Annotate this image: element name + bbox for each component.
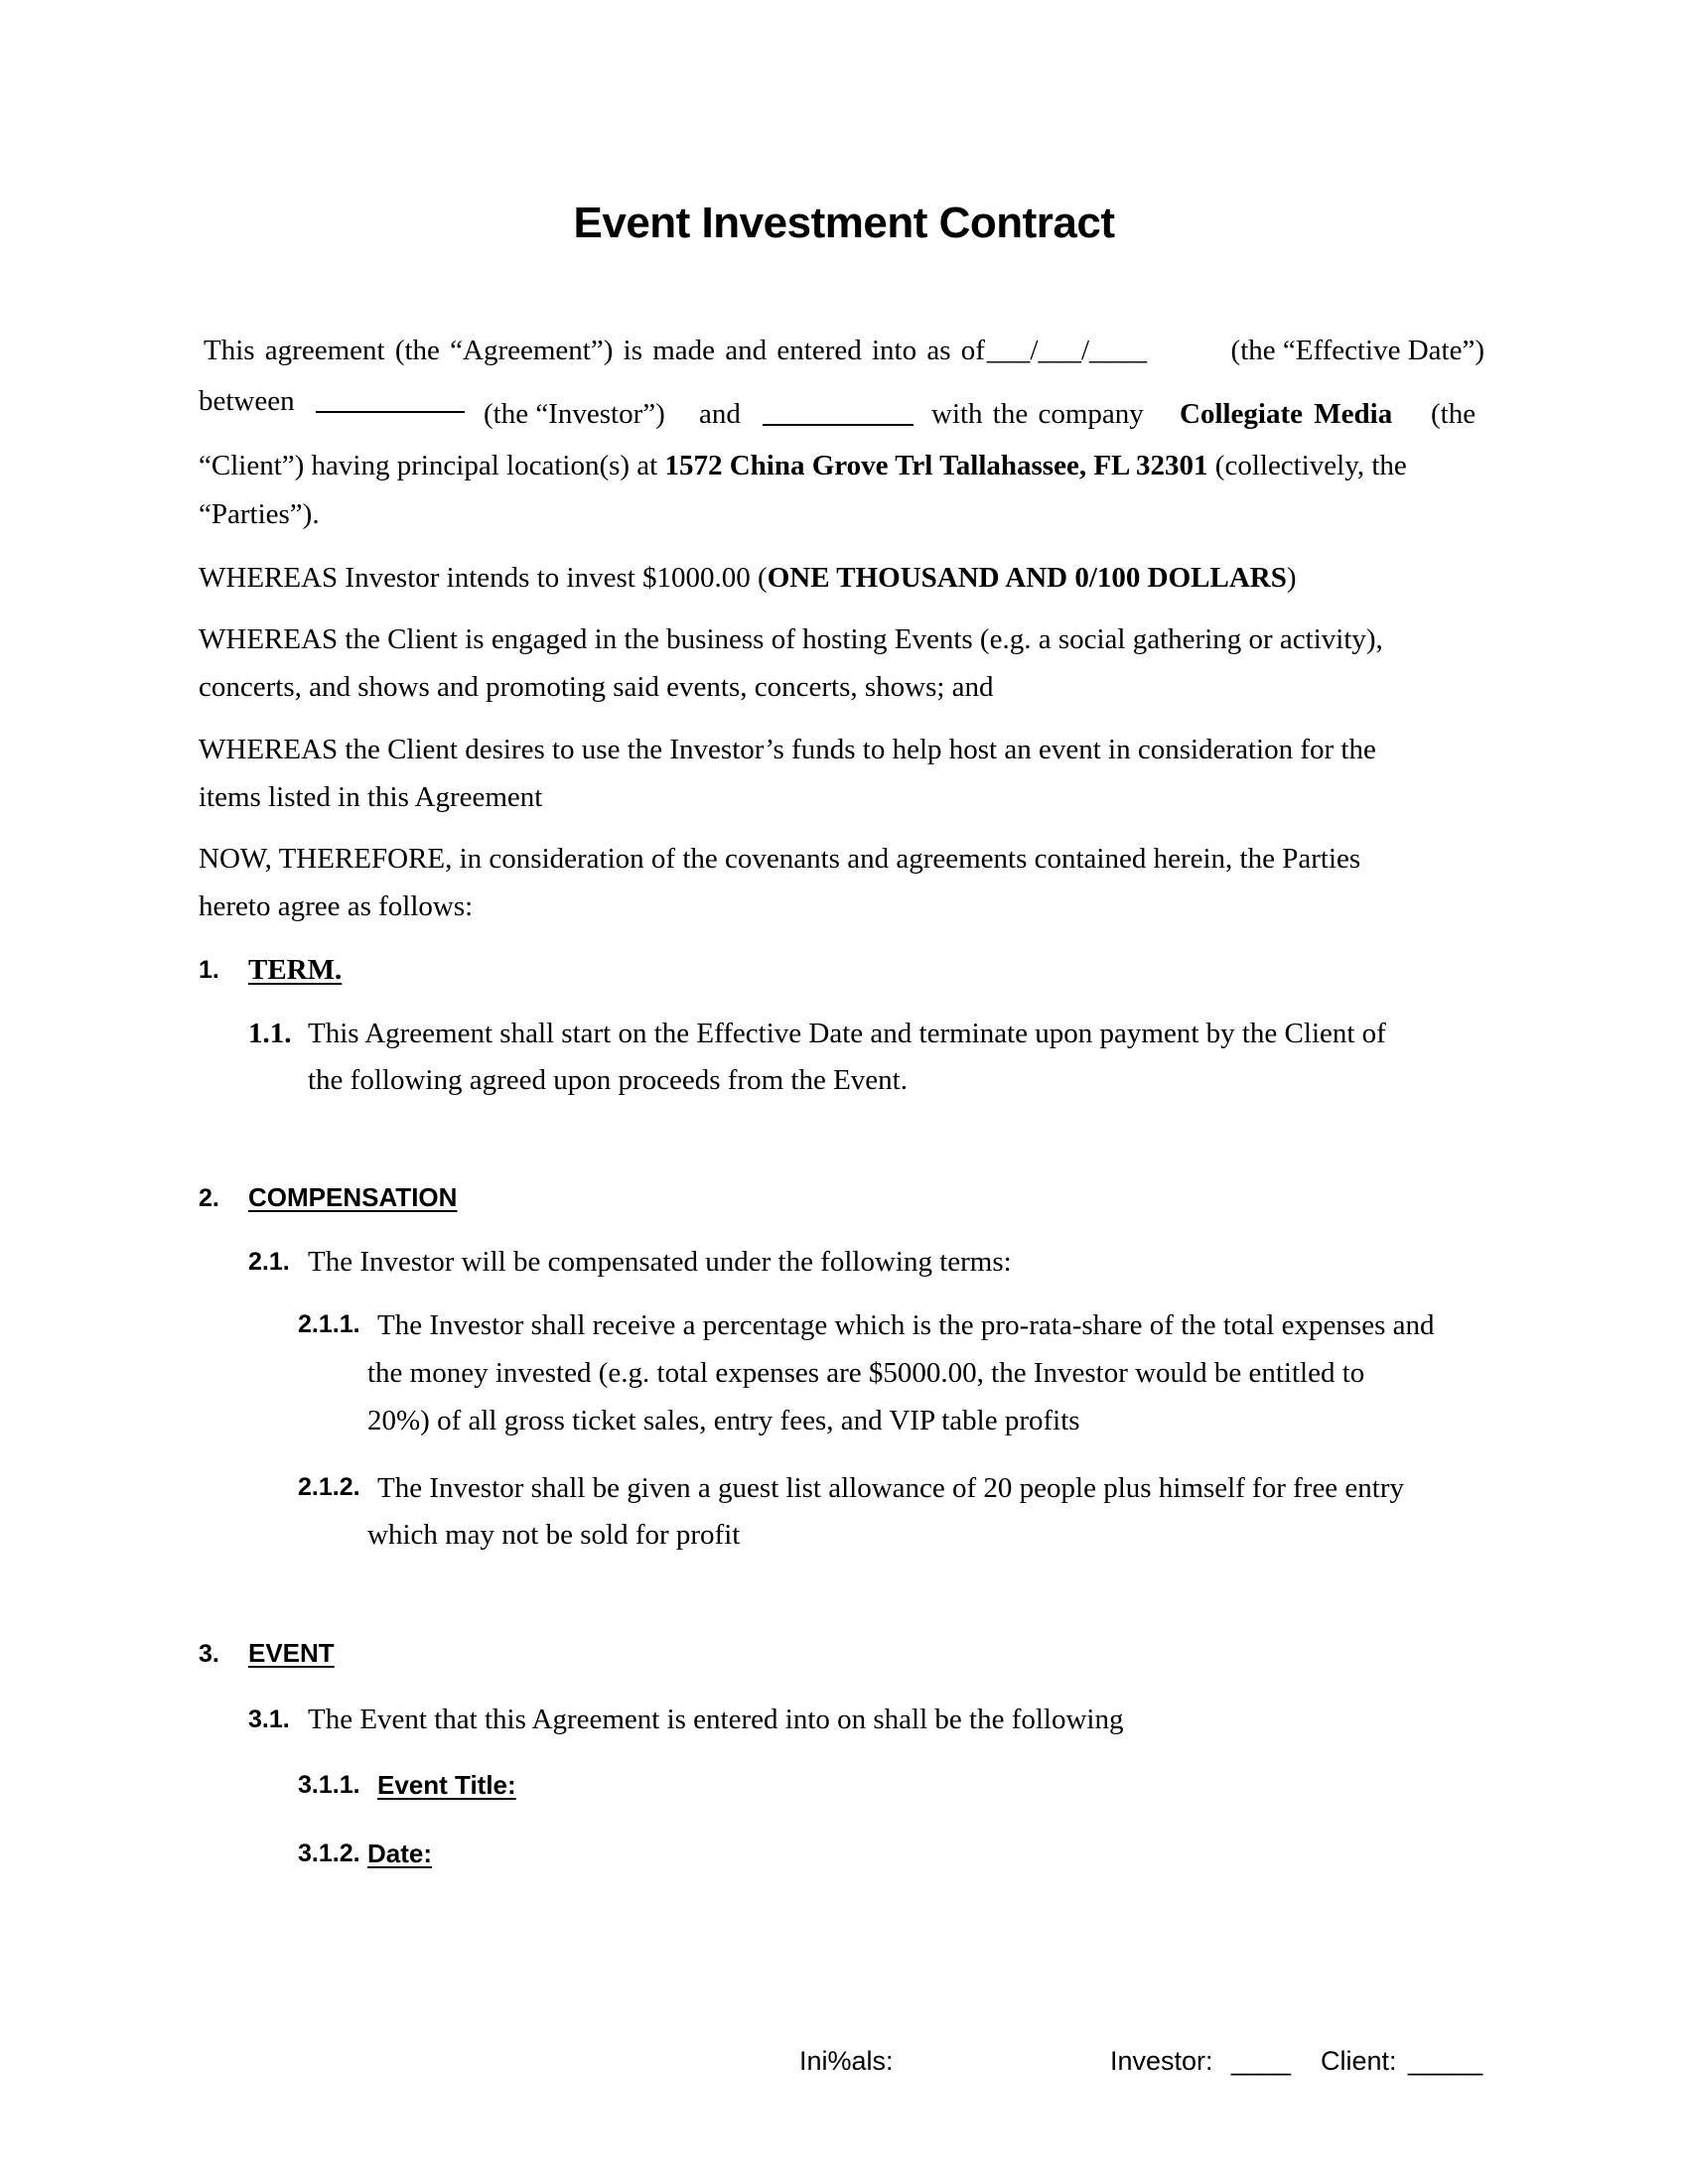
client-address: 1572 China Grove Trl Tallahassee, FL 32301 xyxy=(664,450,1208,481)
investor-name-blank[interactable] xyxy=(316,411,465,413)
client-initials-label: Client: xyxy=(1321,2046,1397,2076)
date-blank-text[interactable]: ___/___/____ xyxy=(986,335,1148,366)
section-1-heading: TERM. xyxy=(248,954,343,986)
whereas-investment-suffix: ) xyxy=(1286,562,1297,594)
whereas-investment xyxy=(199,561,1297,595)
item-2-1-1-line-2: the money invested (e.g. total expenses are $5000.00, the Investor would be entitled to xyxy=(367,1357,1365,1389)
client-name-blank[interactable] xyxy=(763,424,914,426)
section-3-number: 3. xyxy=(199,1640,219,1668)
event-title-label: Event Title: xyxy=(377,1770,516,1800)
section-3-heading: EVENT xyxy=(248,1638,335,1668)
and-label: and xyxy=(699,398,741,430)
investment-amount-words: ONE THOUSAND AND 0/100 DOLLARS xyxy=(767,562,1287,594)
item-2-1-2-line-2: which may not be sold for profit xyxy=(367,1519,741,1551)
intro-line-1 xyxy=(204,334,1484,367)
investor-initials-label: Investor: xyxy=(1110,2046,1213,2076)
item-1-1-number: 1.1. xyxy=(248,1018,292,1049)
item-3-1-number: 3.1. xyxy=(248,1706,290,1733)
item-2-1-1-line-3: 20%) of all gross ticket sales, entry fees, and VIP table profits xyxy=(367,1405,1080,1436)
section-2-heading: COMPENSATION xyxy=(248,1182,458,1212)
item-2-1-line-1: The Investor will be compensated under the following terms: xyxy=(308,1246,1012,1278)
whereas-investment-prefix: WHEREAS Investor intends to invest $1000.00 ( xyxy=(199,562,768,594)
item-3-1-1-number: 3.1.1. xyxy=(298,1771,360,1799)
now-therefore-line-1: NOW, THEREFORE, in consideration of the covenants and agreements contained herein, the Parties xyxy=(199,843,1361,875)
client-initials-blank[interactable]: _____ xyxy=(1408,2046,1483,2076)
item-2-1-1-number: 2.1.1. xyxy=(298,1310,360,1338)
now-therefore-line-2: hereto agree as follows: xyxy=(199,890,474,922)
parties-label: “Parties”). xyxy=(199,498,320,530)
the-open-label: (the xyxy=(1431,398,1477,430)
item-2-1-number: 2.1. xyxy=(248,1248,290,1276)
item-3-1-2-number: 3.1.2. xyxy=(298,1840,360,1867)
whereas-business-line-1: WHEREAS the Client is engaged in the business of hosting Events (e.g. a social gathering or activity), xyxy=(199,623,1383,655)
company-name: Collegiate Media xyxy=(1180,398,1393,430)
item-1-1-line-1: This Agreement shall start on the Effective Date and terminate upon payment by the Client of xyxy=(308,1018,1386,1049)
initials-label: Ini%als: xyxy=(799,2046,894,2076)
effective-date-blanks xyxy=(987,334,1229,367)
investor-initials-blank[interactable]: ____ xyxy=(1231,2046,1292,2076)
whereas-business-line-2: concerts, and shows and promoting said events, concerts, shows; and xyxy=(199,671,994,703)
intro-text-a: This agreement (the “Agreement”) is made and entered into as of xyxy=(204,335,985,366)
section-2-number: 2. xyxy=(199,1184,219,1212)
client-label: “Client”) having principal location(s) at xyxy=(199,450,658,481)
with-company-label: with the company xyxy=(931,398,1144,430)
item-2-1-2-number: 2.1.2. xyxy=(298,1473,360,1501)
intro-text-b: (the “Effective Date”) xyxy=(1230,335,1484,366)
whereas-funds-line-1: WHEREAS the Client desires to use the Investor’s funds to help host an event in consideration for the xyxy=(199,734,1376,765)
event-date-label: Date: xyxy=(367,1839,433,1868)
section-1-number: 1. xyxy=(199,956,219,984)
between-label: between xyxy=(199,385,295,417)
whereas-funds-line-2: items listed in this Agreement xyxy=(199,781,543,813)
investor-label: (the “Investor”) xyxy=(484,398,665,430)
item-3-1-line-1: The Event that this Agreement is entered into on shall be the following xyxy=(308,1704,1124,1735)
item-1-1-line-2: the following agreed upon proceeds from the Event. xyxy=(308,1064,908,1096)
item-2-1-2-line-1: The Investor shall be given a guest list allowance of 20 people plus himself for free entry xyxy=(377,1472,1405,1504)
collectively-label: (collectively, the xyxy=(1214,450,1407,481)
item-2-1-1-line-1: The Investor shall receive a percentage which is the pro-rata-share of the total expenses and xyxy=(377,1309,1435,1341)
intro-line-3 xyxy=(199,449,1407,482)
document-title: Event Investment Contract xyxy=(573,199,1115,247)
